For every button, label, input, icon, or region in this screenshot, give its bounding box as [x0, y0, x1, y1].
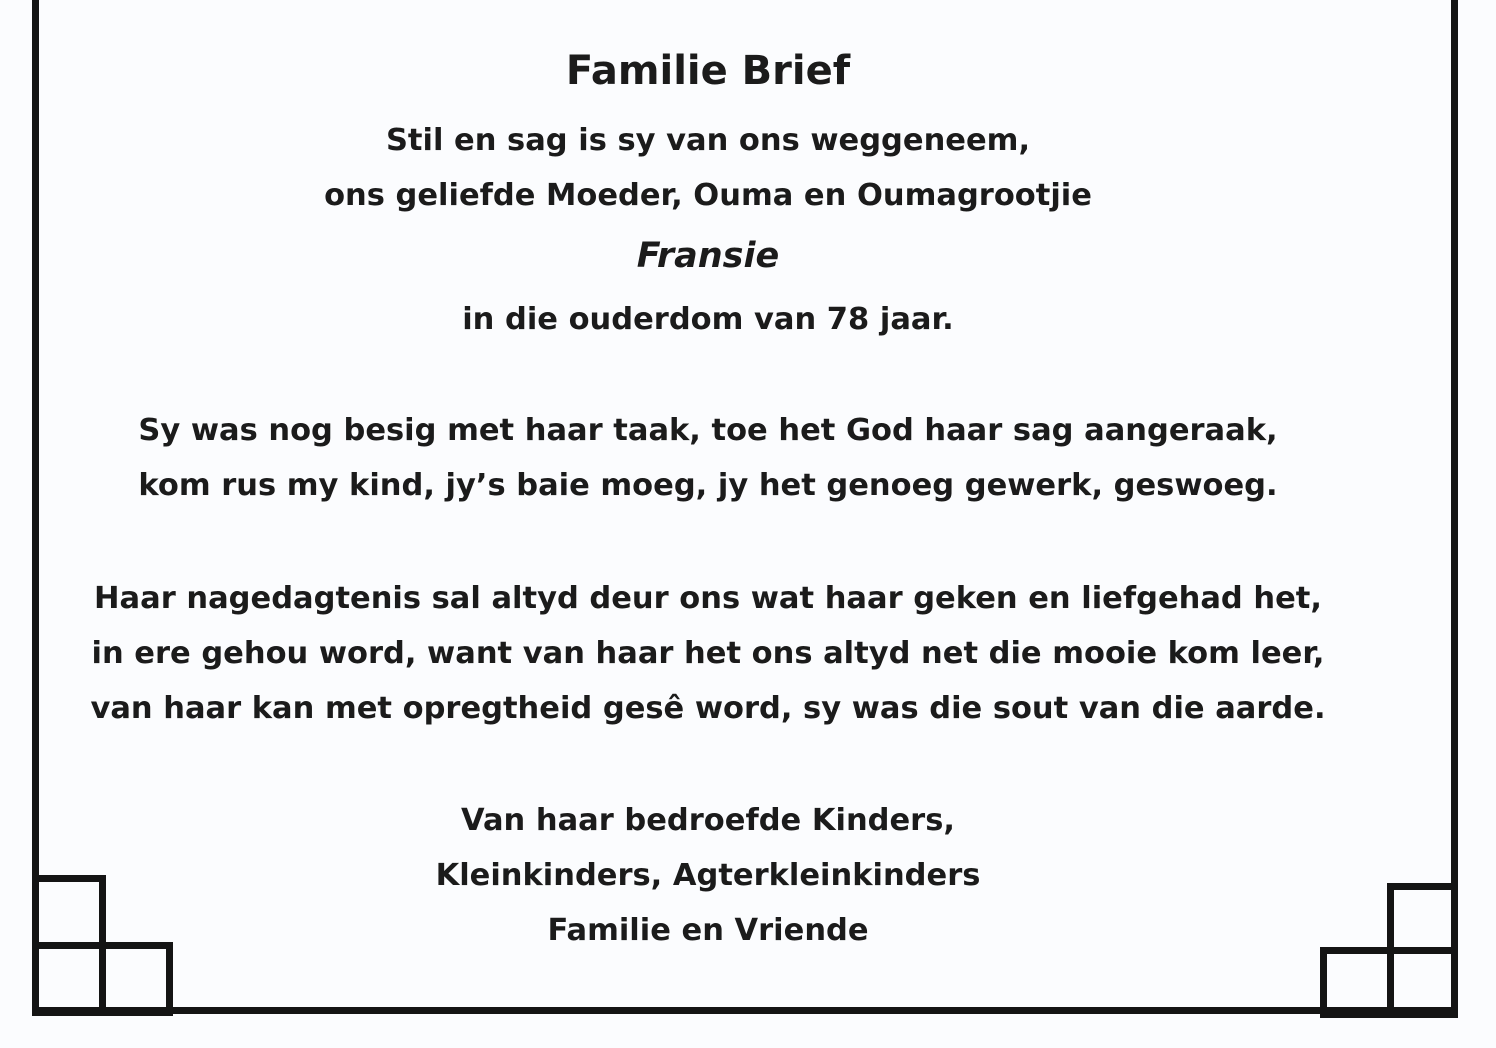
verse-line: kom rus my kind, jy’s baie moeg, jy het genoeg gewerk, geswoeg. — [138, 468, 1278, 503]
age-line: in die ouderdom van 78 jaar. — [462, 302, 954, 337]
tribute-line: Haar nagedagtenis sal altyd deur ons wat haar geken en liefgehad het, — [94, 581, 1322, 616]
verse-line: Sy was nog besig met haar taak, toe het God haar sag aangeraak, — [138, 413, 1278, 448]
intro-line: Stil en sag is sy van ons weggeneem, — [385, 123, 1031, 158]
tribute-line: in ere gehou word, want van haar het ons altyd net die mooie kom leer, — [91, 636, 1325, 671]
intro-line: ons geliefde Moeder, Ouma en Oumagrootjie — [324, 178, 1092, 213]
notice-title: Familie Brief — [565, 48, 851, 94]
signoff-line: Kleinkinders, Agterkleinkinders — [435, 858, 981, 893]
deceased-name: Fransie — [636, 236, 780, 276]
ornament-square — [99, 942, 173, 1016]
tribute-line: van haar kan met opregtheid gesê word, sy was die sout van die aarde. — [90, 691, 1326, 726]
ornament-square — [32, 942, 106, 1016]
signoff-line: Van haar bedroefde Kinders, — [461, 803, 955, 838]
signoff-line: Familie en Vriende — [547, 913, 869, 948]
ornament-square — [1387, 947, 1458, 1018]
ornament-square — [1320, 947, 1394, 1018]
